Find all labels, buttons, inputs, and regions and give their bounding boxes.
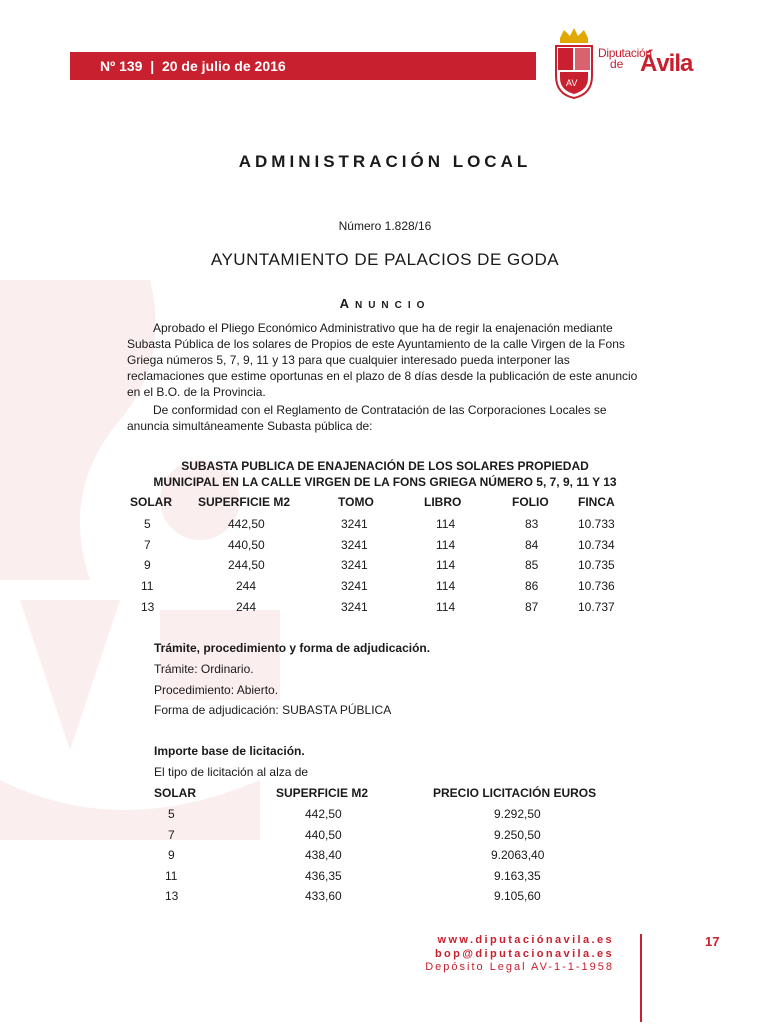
table2-header-solar: SOLAR — [154, 786, 196, 800]
table2-cell-precio: 9.292,50 — [494, 807, 541, 821]
issue-banner — [70, 52, 536, 80]
table1-cell-solar: 11 — [141, 579, 154, 593]
table1-header-superficie: SUPERFICIE M2 — [198, 495, 291, 509]
importe-intro: El tipo de licitación al alza de — [154, 765, 309, 779]
forma-adjudicacion-line: Forma de adjudicación: SUBASTA PÚBLICA — [154, 703, 392, 717]
table1-cell-finca: 10.735 — [578, 558, 615, 572]
importe-heading: Importe base de licitación. — [154, 744, 305, 758]
table1-cell-solar: 9 — [144, 558, 151, 572]
table2-cell-precio: 9.163,35 — [494, 869, 541, 883]
table1-title-line2: MUNICIPAL EN LA CALLE VIRGEN DE LA FONS GRIEGA NÚMERO 5, 7, 9, 11 Y 13 — [153, 475, 617, 489]
table1-cell-libro: 114 — [436, 538, 456, 552]
ayuntamiento-title: AYUNTAMIENTO DE PALACIOS DE GODA — [210, 250, 560, 269]
table2-cell-solar: 9 — [168, 848, 175, 862]
table1-header-finca: FINCA — [578, 495, 615, 509]
table1-cell-tomo: 3241 — [341, 538, 368, 552]
table1-cell-finca: 10.734 — [578, 538, 615, 552]
table1-cell-libro: 114 — [436, 600, 456, 614]
table2-cell-precio: 9.105,60 — [494, 889, 541, 903]
paragraph-1: Aprobado el Pliego Económico Administrativo que ha de regir la enajenación mediante Subasta Pública de los solares de Propios de este Ayuntamiento de la calle Virgen de la Fons Griega números 5, 7, 9, 11 y 13 para que cualquier interesado pueda interponer las reclamaciones que estime oportunas en el plazo de 8 días desde la publicación de este anuncio en el B.O. de la Provincia. — [127, 321, 638, 399]
anuncio-initial: A — [339, 296, 355, 311]
diputacion-crest-icon — [552, 28, 596, 100]
table2-cell-superficie: 442,50 — [305, 807, 342, 821]
table1-cell-libro: 114 — [436, 558, 456, 572]
table2-cell-solar: 11 — [165, 869, 178, 883]
issue-text: Nº 139 | 20 de julio de 2016 — [100, 58, 286, 74]
section-title: ADMINISTRACIÓN LOCAL — [238, 152, 532, 171]
table1-title-line1: SUBASTA PUBLICA DE ENAJENACIÓN DE LOS SOLARES PROPIEDAD — [181, 459, 589, 473]
footer-deposito-legal: Depósito Legal AV-1-1-1958 — [425, 961, 614, 973]
table1-title — [127, 458, 643, 490]
table2-cell-precio: 9.250,50 — [494, 828, 541, 842]
table1-cell-tomo: 3241 — [341, 517, 368, 531]
logo-text-diputacion: Diputación — [598, 46, 652, 60]
procedimiento-line: Procedimiento: Abierto. — [154, 683, 279, 697]
footer-email-link[interactable]: bop@diputacionavila.es — [434, 948, 614, 960]
tramite-line: Trámite: Ordinario. — [154, 662, 254, 676]
table2-cell-superficie: 440,50 — [305, 828, 342, 842]
table1-cell-superficie: 440,50 — [228, 538, 265, 552]
table2-header-superficie: SUPERFICIE M2 — [276, 786, 369, 800]
table1-cell-folio: 83 — [525, 517, 539, 531]
table1-cell-finca: 10.733 — [578, 517, 615, 531]
table1-cell-folio: 87 — [525, 600, 539, 614]
paragraph-2: De conformidad con el Reglamento de Contratación de las Corporaciones Locales se anuncia simultáneamente Subasta pública de: — [127, 403, 607, 433]
logo-text-avila: Ávila — [640, 50, 693, 77]
anuncio-heading — [0, 296, 770, 311]
table1-cell-libro: 114 — [436, 579, 456, 593]
table2-cell-superficie: 438,40 — [305, 848, 342, 862]
table2-cell-superficie: 436,35 — [305, 869, 342, 883]
table1-cell-solar: 7 — [144, 538, 151, 552]
table2-cell-solar: 7 — [168, 828, 175, 842]
table1-cell-superficie: 442,50 — [228, 517, 265, 531]
table1-header-folio: FOLIO — [512, 495, 549, 509]
table1-cell-finca: 10.737 — [578, 600, 615, 614]
table2-cell-precio: 9.2063,40 — [491, 848, 545, 862]
table1-cell-libro: 114 — [436, 517, 456, 531]
table1-cell-superficie: 244 — [236, 600, 257, 614]
table1-cell-finca: 10.736 — [578, 579, 615, 593]
table1-header-solar: SOLAR — [130, 495, 172, 509]
table2-cell-solar: 5 — [168, 807, 175, 821]
table2-cell-solar: 13 — [165, 889, 179, 903]
table1-cell-superficie: 244,50 — [228, 558, 265, 572]
table1-cell-tomo: 3241 — [341, 558, 368, 572]
table1-header-tomo: TOMO — [338, 495, 374, 509]
svg-text:AV: AV — [566, 78, 578, 88]
table1-cell-tomo: 3241 — [341, 600, 368, 614]
footer-divider — [640, 934, 642, 1022]
page-number: 17 — [705, 934, 720, 949]
table2-cell-superficie: 433,60 — [305, 889, 342, 903]
anuncio-rest: NUNCIO — [354, 300, 431, 311]
footer-website-link[interactable]: www.diputaciónavila.es — [437, 934, 614, 946]
table1-cell-superficie: 244 — [236, 579, 257, 593]
table2-header-precio: PRECIO LICITACIÓN EUROS — [433, 786, 597, 800]
tramite-heading: Trámite, procedimiento y forma de adjudicación. — [154, 641, 431, 655]
announcement-number: Número 1.828/16 — [338, 219, 432, 233]
table1-cell-solar: 13 — [141, 600, 155, 614]
table1-header-libro: LIBRO — [424, 495, 462, 509]
table1-cell-tomo: 3241 — [341, 579, 368, 593]
table1-cell-folio: 84 — [525, 538, 539, 552]
table1-cell-folio: 85 — [525, 558, 539, 572]
logo-text-de: de — [610, 57, 624, 71]
table1-cell-folio: 86 — [525, 579, 539, 593]
table1-cell-solar: 5 — [144, 517, 151, 531]
